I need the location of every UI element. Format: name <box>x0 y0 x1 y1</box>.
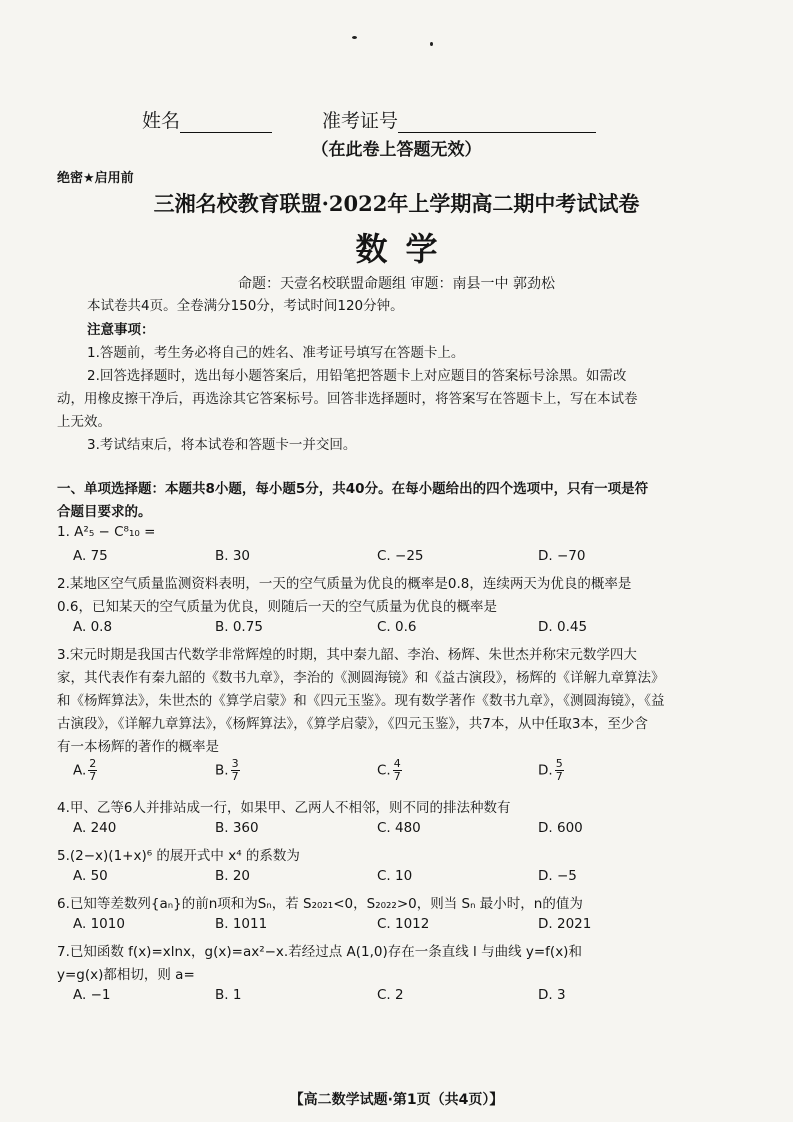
q6-option-c[interactable]: C. 1012 <box>377 916 430 932</box>
page-footer: 【高二数学试题·第1页（共4页）】 <box>289 1092 504 1108</box>
notice-3: 3.考试结束后，将本试卷和答题卡一并交回。 <box>87 437 357 453</box>
exam-summary: 本试卷共4页。全卷满分150分，考试时间120分钟。 <box>87 298 404 314</box>
question-1: 1. A²₅ − C⁸₁₀ = <box>57 524 156 540</box>
denominator: 7 <box>393 770 401 783</box>
name-label: 姓名 <box>142 110 181 132</box>
question-7-line-2: y=g(x)都相切，则 a= <box>57 967 195 983</box>
q3-option-c[interactable] <box>377 758 402 783</box>
q6-option-d[interactable]: D. 2021 <box>538 916 592 932</box>
question-7-line-1: 7.已知函数 f(x)=xlnx，g(x)=ax²−x.若经过点 A(1,0)存在一条直线 l 与曲线 y=f(x)和 <box>57 944 582 960</box>
question-2-line-2: 0.6，已知某天的空气质量为优良，则随后一天的空气质量为优良的概率是 <box>57 599 497 615</box>
question-3-line-5: 有一本杨辉的著作的概率是 <box>57 739 219 755</box>
scan-speck <box>430 42 433 46</box>
section-1-heading-cont: 合题目要求的。 <box>57 504 152 520</box>
q6-option-b[interactable]: B. 1011 <box>215 916 268 932</box>
q7-option-b[interactable]: B. 1 <box>215 987 242 1003</box>
authors-line: 命题：天壹名校联盟命题组 审题：南县一中 郭劲松 <box>238 276 555 292</box>
scan-speck <box>352 36 357 39</box>
q7-option-a[interactable]: A. −1 <box>73 987 111 1003</box>
q1-option-b[interactable]: B. 30 <box>215 548 251 564</box>
numerator: 4 <box>393 757 401 770</box>
invalid-note: （在此卷上答题无效） <box>311 140 482 160</box>
q5-option-d[interactable]: D. −5 <box>538 868 577 884</box>
q5-option-b[interactable]: B. 20 <box>215 868 251 884</box>
question-3-line-3: 和《杨辉算法》，朱世杰的《算学启蒙》和《四元玉鉴》。现有数学著作《数书九章》，《测圆海镜》，《益 <box>57 693 665 709</box>
q7-option-d[interactable]: D. 3 <box>538 987 566 1003</box>
question-3-line-4: 古演段》，《详解九章算法》，《杨辉算法》，《算学启蒙》，《四元玉鉴》，共7本，从中任取3本，至少含 <box>57 716 648 732</box>
option-label: A. <box>73 762 87 779</box>
section-1-heading: 一、单项选择题：本题共8小题，每小题5分，共40分。在每小题给出的四个选项中，只有一项是符 <box>57 481 649 497</box>
denominator: 7 <box>89 770 97 783</box>
question-3-line-1: 3.宋元时期是我国古代数学非常辉煌的时期，其中秦九韶、李治、杨辉、朱世杰并称宋元数学四大 <box>57 647 637 663</box>
q4-option-b[interactable]: B. 360 <box>215 820 259 836</box>
numerator: 3 <box>231 757 239 770</box>
q1-option-d[interactable]: D. −70 <box>538 548 586 564</box>
numerator: 5 <box>555 757 563 770</box>
numerator: 2 <box>89 757 97 770</box>
notice-1: 1.答题前，考生务必将自己的姓名、准考证号填写在答题卡上。 <box>87 345 465 361</box>
q5-option-c[interactable]: C. 10 <box>377 868 413 884</box>
q2-option-b[interactable]: B. 0.75 <box>215 619 263 635</box>
id-blank[interactable] <box>398 112 596 133</box>
notice-title: 注意事项： <box>87 322 155 338</box>
q3-option-b[interactable] <box>215 758 240 783</box>
q2-option-d[interactable]: D. 0.45 <box>538 619 588 635</box>
q4-option-a[interactable]: A. 240 <box>73 820 117 836</box>
q3-option-d[interactable] <box>538 758 564 783</box>
name-blank[interactable] <box>180 112 272 133</box>
q4-option-c[interactable]: C. 480 <box>377 820 421 836</box>
q4-option-d[interactable]: D. 600 <box>538 820 583 836</box>
question-5: 5.(2−x)(1+x)⁶ 的展开式中 x⁴ 的系数为 <box>57 848 300 864</box>
exam-title: 三湘名校教育联盟·2022年上学期高二期中考试试卷 <box>153 191 640 216</box>
subject-title: 数学 <box>355 230 456 268</box>
q6-option-a[interactable]: A. 1010 <box>73 916 125 932</box>
q5-option-a[interactable]: A. 50 <box>73 868 108 884</box>
denominator: 7 <box>231 770 239 783</box>
option-label: B. <box>215 762 229 779</box>
q1-option-a[interactable]: A. 75 <box>73 548 108 564</box>
name-id-row <box>142 106 596 133</box>
question-4: 4.甲、乙等6人并排站成一行，如果甲、乙两人不相邻，则不同的排法种数有 <box>57 800 511 816</box>
q7-option-c[interactable]: C. 2 <box>377 987 404 1003</box>
option-label: D. <box>538 762 553 779</box>
q2-option-a[interactable]: A. 0.8 <box>73 619 113 635</box>
q2-option-c[interactable]: C. 0.6 <box>377 619 417 635</box>
q1-option-c[interactable]: C. −25 <box>377 548 424 564</box>
question-6: 6.已知等差数列{aₙ}的前n项和为Sₙ，若 S₂₀₂₁<0，S₂₀₂₂>0，则当 Sₙ 最小时，n的值为 <box>57 896 583 912</box>
secret-label: 绝密★启用前 <box>57 171 134 186</box>
notice-2b: 动，用橡皮擦干净后，再选涂其它答案标号。回答非选择题时，将答案写在答题卡上，写在本试卷 <box>57 391 638 407</box>
fraction <box>88 758 97 783</box>
notice-2a: 2.回答选择题时，选出每小题答案后，用铅笔把答题卡上对应题目的答案标号涂黑。如需改 <box>87 368 627 384</box>
id-label: 准考证号 <box>322 110 399 132</box>
question-2-line-1: 2.某地区空气质量监测资料表明，一天的空气质量为优良的概率是0.8，连续两天为优良的概率是 <box>57 576 632 592</box>
question-3-line-2: 家，其代表作有秦九韶的《数书九章》，李治的《测圆海镜》和《益古演段》，杨辉的《详解九章算法》 <box>57 670 665 686</box>
fraction <box>555 758 564 783</box>
option-label: C. <box>377 762 391 779</box>
q3-option-a[interactable] <box>73 758 97 783</box>
fraction <box>393 758 402 783</box>
denominator: 7 <box>555 770 563 783</box>
notice-2c: 上无效。 <box>57 414 111 430</box>
fraction <box>231 758 240 783</box>
